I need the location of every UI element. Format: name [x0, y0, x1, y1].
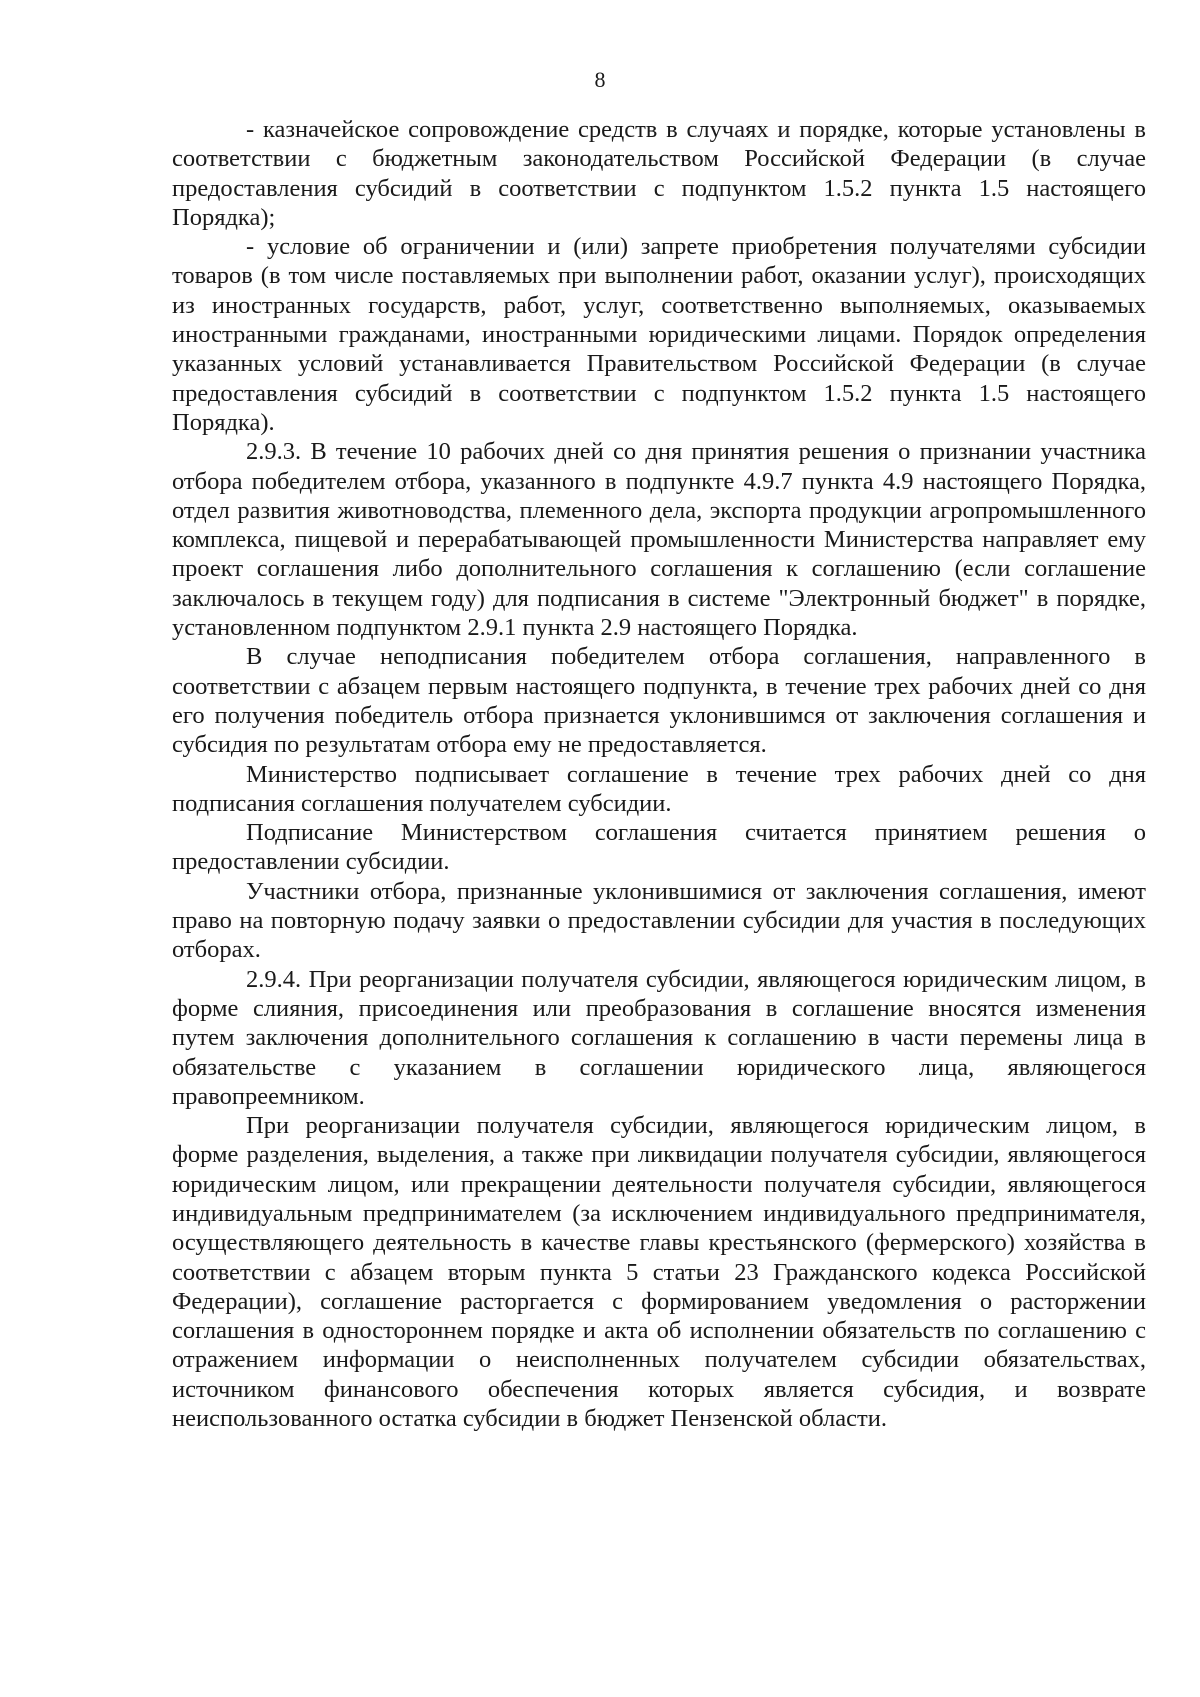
paragraph-2-9-3: 2.9.3. В течение 10 рабочих дней со дня принятия решения о признании участника отбора победителем отбора, указанного в подпункте 4.9.7 пункта 4.9 настоящего Порядка, отдел развития животноводства, племенного дела, экспорта продукции агропромышленного комплекса, пищевой и перерабатывающей промышленности Министерства направляет ему проект соглашения либо дополнительного соглашения к соглашению (если соглашение заключалось в текущем году) для подписания в системе "Электронный бюджет" в порядке, установленном подпунктом 2.9.1 пункта 2.9 настоящего Порядка.	[172, 438, 1146, 642]
paragraph-non-signing: В случае неподписания победителем отбора соглашения, направленного в соответствии с абзацем первым настоящего подпункта, в течение трех рабочих дней со дня его получения победитель отбора признается уклонившимся от заключения соглашения и субсидия по результатам отбора ему не предоставляется.	[172, 643, 1146, 759]
document-body	[172, 115, 1146, 1433]
paragraph-reapplication-right: Участники отбора, признанные уклонившимися от заключения соглашения, имеют право на повторную подачу заявки о предоставлении субсидии для участия в последующих отборах.	[172, 877, 1146, 964]
paragraph-ministry-signs: Министерство подписывает соглашение в течение трех рабочих дней со дня подписания соглашения получателем субсидии.	[172, 760, 1146, 817]
paragraph-2-9-4: 2.9.4. При реорганизации получателя субсидии, являющегося юридическим лицом, в форме слияния, присоединения или преобразования в соглашение вносятся изменения путем заключения дополнительного соглашения к соглашению в части перемены лица в обязательстве с указанием в соглашении юридического лица, являющегося правопреемником.	[172, 965, 1146, 1110]
paragraph-reorganization-termination: При реорганизации получателя субсидии, являющегося юридическим лицом, в форме разделения, выделения, а также при ликвидации получателя субсидии, являющегося юридическим лицом, или прекращении деятельности получателя субсидии, являющегося индивидуальным предпринимателем (за исключением индивидуального предпринимателя, осуществляющего деятельность в качестве главы крестьянского (фермерского) хозяйства в соответствии с абзацем вторым пункта 5 статьи 23 Гражданского кодекса Российской Федерации), соглашение расторгается с формированием уведомления о расторжении соглашения в одностороннем порядке и акта об исполнении обязательств по соглашению с отражением информации о неисполненных получателем субсидии обязательствах, источником финансового обеспечения которых является субсидия, и возврате неиспользованного остатка субсидии в бюджет Пензенской области.	[172, 1112, 1146, 1433]
page-number: 8	[594, 67, 606, 92]
paragraph-signing-decision: Подписание Министерством соглашения считается принятием решения о предоставлении субсидии.	[172, 819, 1146, 876]
paragraph-treasury-support: - казначейское сопровождение средств в случаях и порядке, которые установлены в соответствии с бюджетным законодательством Российской Федерации (в случае предоставления субсидий в соответствии с подпунктом 1.5.2 пункта 1.5 настоящего Порядка);	[172, 116, 1146, 231]
paragraph-foreign-goods-restriction: - условие об ограничении и (или) запрете приобретения получателями субсидии товаров (в том числе поставляемых при выполнении работ, оказании услуг), происходящих из иностранных государств, работ, услуг, соответственно выполняемых, оказываемых иностранными гражданами, иностранными юридическими лицами. Порядок определения указанных условий устанавливается Правительством Российской Федерации (в случае предоставления субсидий в соответствии с подпунктом 1.5.2 пункта 1.5 настоящего Порядка).	[172, 233, 1146, 436]
